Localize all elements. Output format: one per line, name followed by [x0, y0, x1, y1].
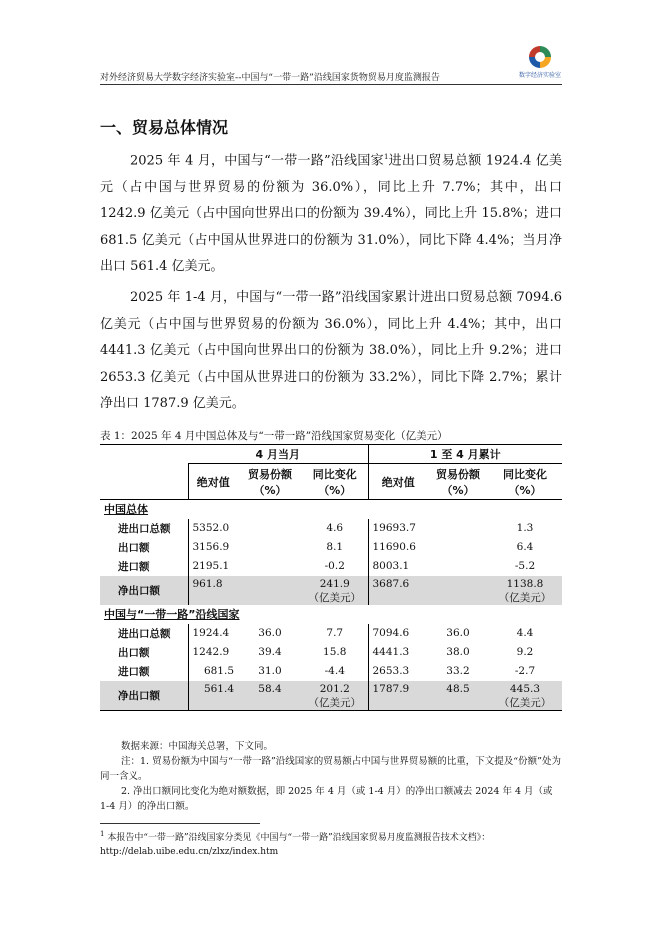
cell: 4.6: [326, 522, 344, 534]
cell: 561.4: [188, 681, 238, 711]
cell: [428, 557, 488, 576]
row-label: 进出口总额: [118, 627, 171, 640]
header-divider: [100, 84, 562, 85]
row-label: 净出口额: [100, 576, 188, 605]
group-label: 中国与“一带一路”沿线国家: [104, 608, 240, 621]
cell-value: 445.3: [509, 682, 541, 695]
col-header: 贸易份额（%）: [428, 464, 488, 500]
cell: [238, 519, 302, 538]
paragraph-2: [100, 285, 562, 418]
row-label: 净出口额: [100, 681, 188, 711]
cell: [428, 519, 488, 538]
section-title: 一、贸易总体情况: [100, 118, 229, 137]
cell: 36.0: [258, 627, 282, 639]
cell: 1924.4: [188, 624, 238, 643]
cell: 6.4: [516, 541, 534, 553]
logo-text: 数字经济实验室: [518, 72, 561, 79]
cell: [238, 576, 302, 605]
cell: 7094.6: [368, 624, 428, 643]
cell: 1242.9: [188, 643, 238, 662]
cell: 2653.3: [368, 662, 428, 681]
paragraph-2-text: 2025 年 1-4 月，中国与“一带一路”沿线国家累计进出口贸易总额 7094.6 亿美元（占中国与世界贸易的份额为 36.0%），同比上升 4.4%；其中，出口 4441.3 亿美元（占中国向世界出口的份额为 38.0%），同比上升 9.2%；进口 2653.3 亿美元（占中国从世界进口的份额为 33.2%），同比下降 2.7%；累计净出口 1787.9 亿美元。: [100, 290, 562, 411]
table-caption: 表 1：2025 年 4 月中国总体及与“一带一路”沿线国家贸易变化（亿美元）: [100, 430, 448, 442]
data-source-note: 数据来源：中国海关总署，下文同。: [121, 741, 274, 752]
paragraph-1-part-a: 2025 年 4 月，中国与“一带一路”沿线国家: [130, 153, 384, 169]
col-header: 绝对值: [188, 464, 238, 500]
col-header: 绝对值: [368, 464, 428, 500]
footnote: [100, 827, 562, 859]
table-row-net-export: [100, 576, 562, 605]
cell-value: 201.2: [319, 682, 350, 695]
cell: 961.8: [188, 576, 238, 605]
cell: 7.7: [326, 627, 344, 639]
footnote-text: 本报告中“一带一路”沿线国家分类见《中国与“一带一路”沿线国家贸易月度监测报告技术文档》：: [107, 833, 491, 843]
unit-note: （亿美元）: [308, 696, 361, 709]
cell: -4.4: [324, 665, 345, 677]
cell: 4441.3: [368, 643, 428, 662]
group-header-row: [100, 500, 562, 519]
cell: 36.0: [446, 627, 470, 639]
unit-note: （亿美元）: [498, 591, 552, 604]
cell: 8.1: [326, 541, 344, 553]
page-header: [100, 46, 562, 86]
cell: 5352.0: [188, 519, 238, 538]
table-row: [100, 557, 562, 576]
table-row: [100, 519, 562, 538]
cell: 31.0: [258, 665, 282, 677]
row-label: 出口额: [118, 646, 150, 659]
row-label: 进出口总额: [118, 522, 171, 535]
cell: 39.4: [258, 646, 282, 658]
cell: 8003.1: [368, 557, 428, 576]
cell: 1.3: [516, 522, 534, 534]
cell: 33.2: [446, 665, 470, 677]
cell: 3687.6: [368, 576, 428, 605]
cell: 9.2: [516, 646, 534, 658]
footnote-url-link[interactable]: http://delab.uibe.edu.cn/zlxz/index.htm: [100, 847, 279, 857]
table-note-2: [100, 784, 562, 814]
footnote-ref[interactable]: 1: [383, 153, 389, 161]
period-header-cumulative: 1 至 4 月累计: [368, 445, 562, 464]
cell: [238, 538, 302, 557]
cell: 15.8: [323, 646, 347, 658]
group-label: 中国总体: [104, 503, 148, 517]
cell: [428, 538, 488, 557]
cell: [488, 576, 562, 605]
table-header-row-1: [100, 445, 562, 464]
table-row: [100, 662, 562, 681]
cell-value: 241.9: [319, 577, 350, 590]
cell: 3156.9: [188, 538, 238, 557]
header-title: 对外经济贸易大学数字经济实验室--中国与“一带一路”沿线国家货物贸易月度监测报告: [100, 73, 440, 83]
trade-table: [100, 444, 562, 711]
cell: 48.5: [428, 681, 488, 711]
cell: -0.2: [324, 560, 345, 572]
cell: 11690.6: [368, 538, 428, 557]
cell: [302, 681, 368, 711]
cell: 681.5: [188, 662, 238, 681]
cell: 2195.1: [188, 557, 238, 576]
cell: 4.4: [516, 627, 534, 639]
table-row: [100, 538, 562, 557]
table-note-1-text: 注：1. 贸易份额为中国与“一带一路”沿线国家的贸易额占中国与世界贸易额的比重，下文提及“份额”处为同一含义。: [100, 756, 562, 782]
col-header: 同比变化（%）: [302, 464, 368, 500]
cell: 1787.9: [368, 681, 428, 711]
paragraph-1-part-b: 进出口贸易总额 1924.4 亿美元（占中国与世界贸易的份额为 36.0%），同比上升 7.7%；其中，出口 1242.9 亿美元（占中国向世界出口的份额为 39.4%），同比上升 15.8%；进口 681.5 亿美元（占中国从世界进口的份额为 31.0%），同比下降 4.4%；当月净出口 561.4 亿美元。: [100, 153, 562, 275]
row-label: 进口额: [118, 665, 150, 678]
cell: -2.7: [514, 665, 536, 677]
unit-note: （亿美元）: [308, 591, 361, 604]
unit-note: （亿美元）: [498, 696, 552, 709]
table-row: [100, 643, 562, 662]
row-label: 进口额: [118, 560, 150, 573]
globe-logo-icon: [529, 46, 551, 68]
cell: 38.0: [446, 646, 470, 658]
paragraph-1: [100, 144, 562, 281]
cell: 19693.7: [368, 519, 428, 538]
table-note-2-text: 2. 净出口额同比变化为绝对额数据，即 2025 年 4 月（或 1-4 月）的净出口额减去 2024 年 4 月（或 1-4 月）的净出口额。: [100, 786, 553, 812]
cell: [238, 557, 302, 576]
table-header-row-2: [100, 464, 562, 500]
row-label: 出口额: [118, 541, 150, 554]
cell: [488, 681, 562, 711]
table-note-1: [100, 754, 562, 784]
cell: [428, 576, 488, 605]
cell: [302, 576, 368, 605]
footnote-divider: [100, 823, 260, 824]
table-row: [100, 624, 562, 643]
cell-value: 1138.8: [506, 577, 544, 590]
col-header: 同比变化（%）: [488, 464, 562, 500]
col-header: 贸易份额（%）: [238, 464, 302, 500]
group-header-row: [100, 605, 562, 624]
cell: -5.2: [514, 560, 536, 572]
footnote-mark: 1: [100, 830, 105, 838]
logo: [518, 46, 562, 82]
cell: 58.4: [238, 681, 302, 711]
period-header-month: 4 月当月: [188, 445, 368, 464]
table-row-net-export: [100, 681, 562, 711]
